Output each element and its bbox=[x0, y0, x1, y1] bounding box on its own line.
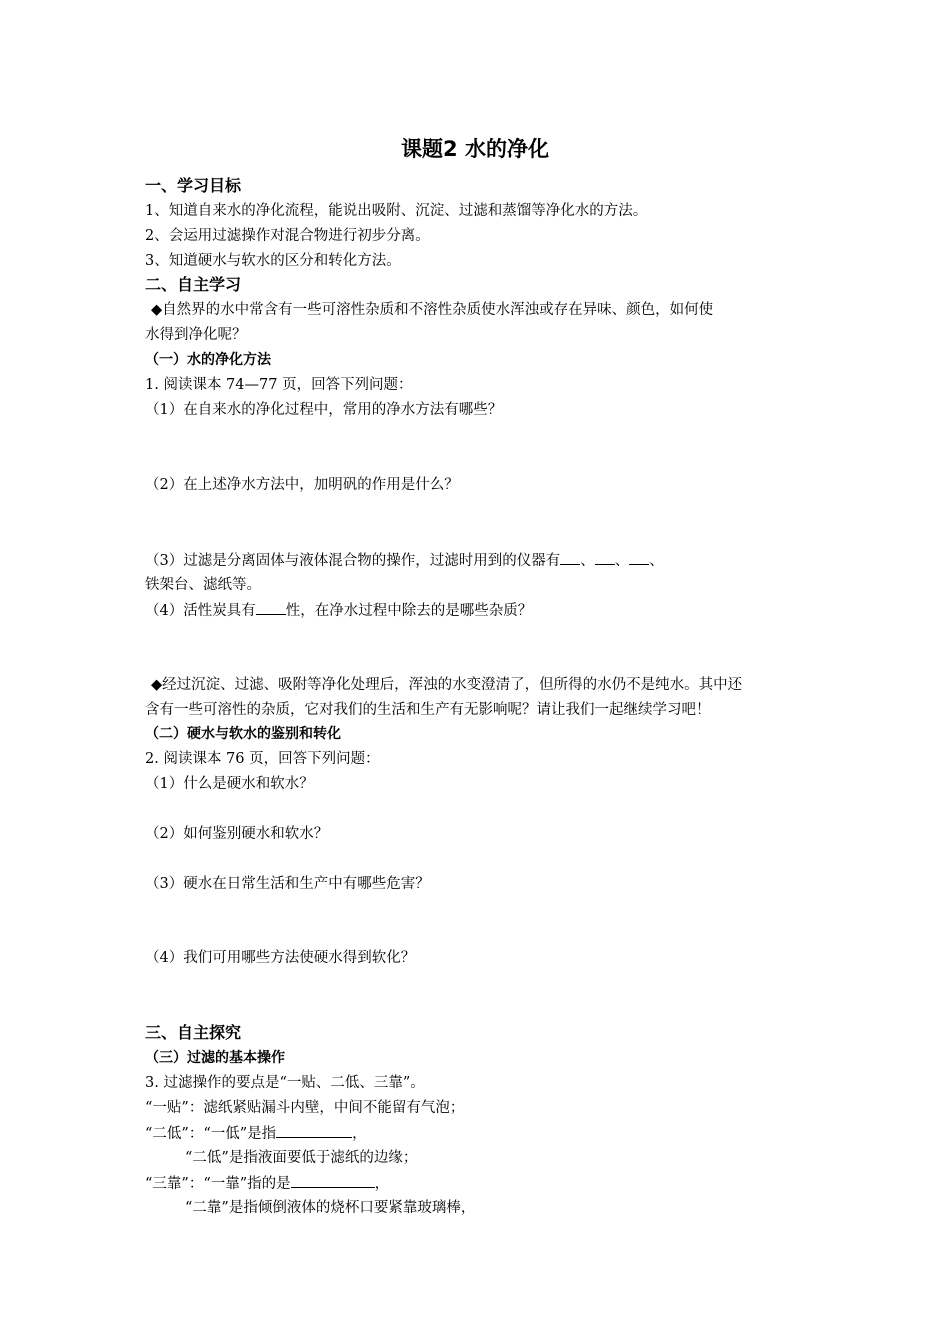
filtration-three-lean-1 bbox=[145, 1172, 825, 1195]
three-lean-1-text: “三靠”：“一靠”指的是 bbox=[145, 1176, 291, 1192]
subheading-filtration: （三）过滤的基本操作 bbox=[145, 1050, 285, 1066]
intro-text-line-2: 水得到净化呢？ bbox=[145, 327, 247, 343]
separator: 、 bbox=[580, 553, 595, 569]
filtration-two-low-1 bbox=[145, 1122, 825, 1145]
subheading-purification-methods: （一）水的净化方法 bbox=[145, 352, 271, 368]
subheading-hard-soft-water: （二）硬水与软水的鉴别和转化 bbox=[145, 726, 341, 742]
objective-item-1: 1、知道自来水的净化流程，能说出吸附、沉淀、过滤和蒸馏等净化水的方法。 bbox=[145, 203, 648, 219]
filtration-one-stick: “一贴”：滤纸紧贴漏斗内壁，中间不能留有气泡； bbox=[145, 1100, 465, 1116]
objective-item-3: 3、知道硬水与软水的区分和转化方法。 bbox=[145, 253, 401, 269]
objective-item-2: 2、会运用过滤操作对混合物进行初步分离。 bbox=[145, 228, 430, 244]
section-heading-self-study: 二、自主学习 bbox=[145, 275, 242, 294]
reading-instruction-1: 1. 阅读课本 74—77 页，回答下列问题： bbox=[145, 377, 413, 393]
separator: 、 bbox=[649, 553, 664, 569]
question-1-4-text-b: 性，在净水过程中除去的是哪些杂质？ bbox=[285, 603, 533, 619]
three-lean-1-punct: ， bbox=[374, 1176, 390, 1192]
question-1-4-text-a: （4）活性炭具有 bbox=[145, 603, 256, 619]
section-heading-objectives: 一、学习目标 bbox=[145, 176, 242, 195]
blank-instrument-3[interactable] bbox=[629, 549, 649, 565]
filtration-lead: 3. 过滤操作的要点是“一贴、二低、三靠”。 bbox=[145, 1075, 425, 1091]
blank-instrument-1[interactable] bbox=[560, 549, 580, 565]
question-1-2: （2）在上述净水方法中，加明矾的作用是什么？ bbox=[145, 477, 459, 493]
filtration-two-low-2: “二低”是指液面要低于滤纸的边缘； bbox=[185, 1150, 418, 1166]
blank-carbon-property[interactable] bbox=[256, 599, 286, 615]
blank-first-low[interactable] bbox=[276, 1122, 352, 1138]
question-2-4: （4）我们可用哪些方法使硬水得到软化？ bbox=[145, 950, 416, 966]
blank-instrument-2[interactable] bbox=[595, 549, 615, 565]
transition-text-line-2: 含有一些可溶性的杂质，它对我们的生活和生产有无影响呢？请让我们一起继续学习吧！ bbox=[145, 702, 711, 718]
question-1-3 bbox=[145, 549, 825, 572]
separator: 、 bbox=[614, 553, 630, 569]
section-heading-exploration: 三、自主探究 bbox=[145, 1023, 242, 1042]
question-1-1: （1）在自来水的净化过程中，常用的净水方法有哪些？ bbox=[145, 402, 503, 418]
question-1-4 bbox=[145, 599, 825, 622]
filtration-three-lean-2: “二靠”是指倾倒液体的烧杯口要紧靠玻璃棒， bbox=[185, 1200, 476, 1216]
question-2-3: （3）硬水在日常生活和生产中有哪些危害？ bbox=[145, 876, 430, 892]
transition-text-line-1: ◆经过沉淀、过滤、吸附等净化处理后，浑浊的水变澄清了，但所得的水仍不是纯水。其中还 bbox=[151, 677, 743, 693]
question-2-2: （2）如何鉴别硬水和软水？ bbox=[145, 826, 329, 842]
two-low-1-text: “二低”：“一低”是指 bbox=[145, 1126, 277, 1142]
question-1-3-text: （3）过滤是分离固体与液体混合物的操作，过滤时用到的仪器有 bbox=[145, 553, 561, 569]
question-2-1: （1）什么是硬水和软水？ bbox=[145, 776, 314, 792]
question-1-3-continued: 铁架台、滤纸等。 bbox=[145, 577, 261, 593]
two-low-1-punct: ， bbox=[352, 1126, 367, 1142]
reading-instruction-2: 2. 阅读课本 76 页，回答下列问题： bbox=[145, 751, 380, 767]
page-title: 课题2 水的净化 bbox=[401, 137, 549, 161]
blank-first-lean[interactable] bbox=[291, 1172, 375, 1188]
intro-text-line-1: ◆自然界的水中常含有一些可溶性杂质和不溶性杂质使水浑浊或存在异味、颜色，如何使 bbox=[151, 302, 714, 318]
